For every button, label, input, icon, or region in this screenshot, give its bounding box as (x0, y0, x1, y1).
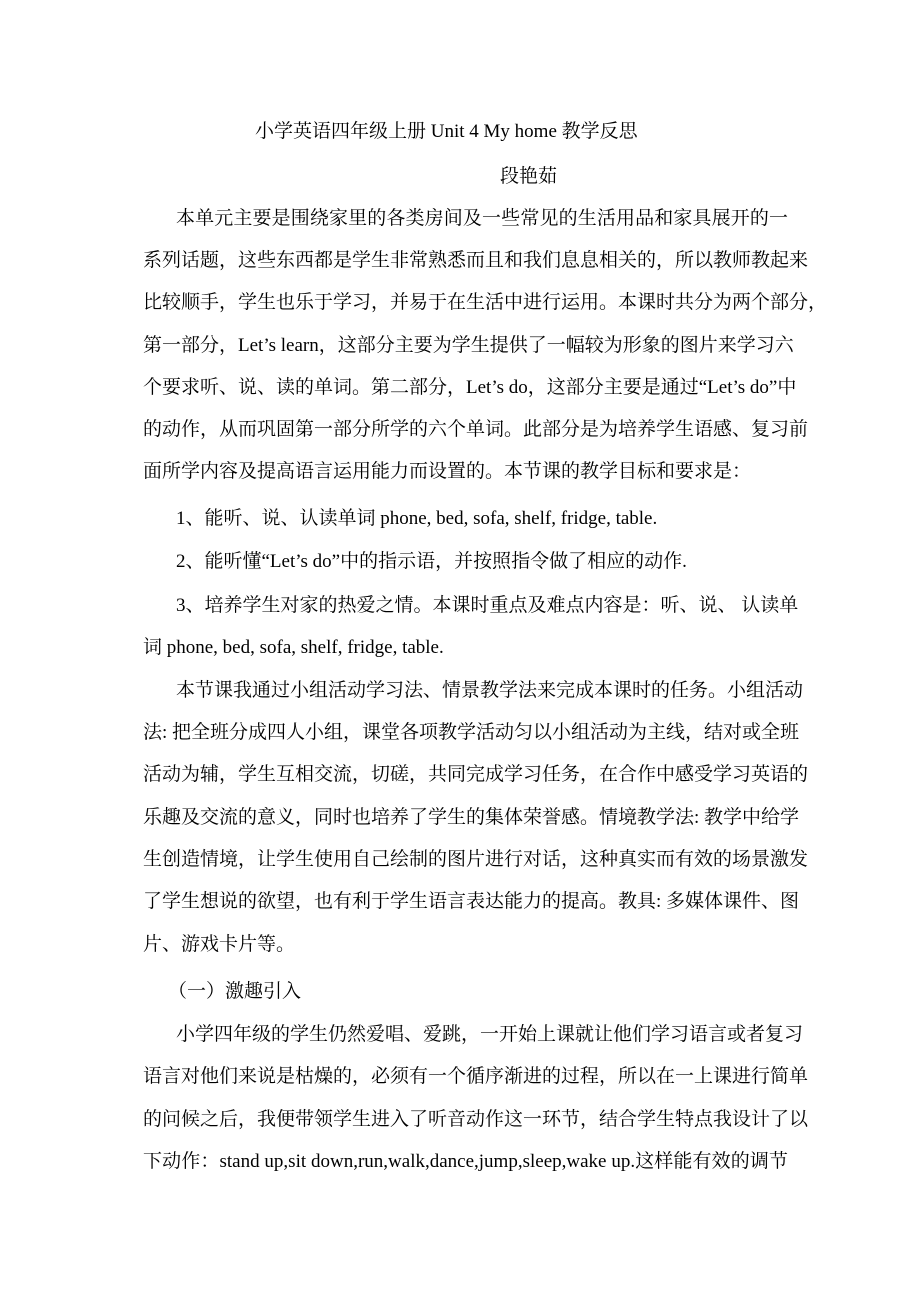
goal-item: 词 phone, bed, sofa, shelf, fridge, table. (143, 637, 444, 658)
paragraph-line: 第一部分，Let’s learn，这部分主要为学生提供了一幅较为形象的图片来学习六 (143, 335, 794, 356)
document-title: 小学英语四年级上册 Unit 4 My home 教学反思 (255, 121, 638, 142)
goal-item: 1、能听、说、认读单词 phone, bed, sofa, shelf, fridge, table. (176, 508, 658, 529)
section-heading: （一）激趣引入 (168, 981, 302, 1002)
paragraph-line: 下动作：stand up,sit down,run,walk,dance,jump,sleep,wake up.这样能有效的调节 (143, 1151, 788, 1172)
paragraph-line: 面所学内容及提高语言运用能力而设置的。本节课的教学目标和要求是： (143, 461, 752, 482)
paragraph-line: 本单元主要是围绕家里的各类房间及一些常见的生活用品和家具展开的一 (176, 208, 788, 229)
paragraph-line: 语言对他们来说是枯燥的，必须有一个循序渐进的过程，所以在一上课进行简单 (143, 1066, 809, 1087)
paragraph-line: 活动为辅，学生互相交流，切磋，共同完成学习任务，在合作中感受学习英语的 (143, 764, 809, 785)
paragraph-line: 小学四年级的学生仍然爱唱、爱跳，一开始上课就让他们学习语言或者复习 (176, 1024, 804, 1045)
goal-item: 2、能听懂“Let’s do”中的指示语，并按照指令做了相应的动作. (176, 551, 687, 572)
paragraph-line: 乐趣及交流的意义，同时也培养了学生的集体荣誉感。情境教学法: 教学中给学 (143, 807, 800, 828)
paragraph-line: 片、游戏卡片等。 (143, 934, 296, 955)
paragraph-line: 比较顺手，学生也乐于学习，并易于在生活中进行运用。本课时共分为两个部分， (143, 292, 828, 313)
paragraph-line: 了学生想说的欲望，也有利于学生语言表达能力的提高。教具: 多媒体课件、图 (143, 891, 800, 912)
paragraph-line: 个要求听、说、读的单词。第二部分，Let’s do，这部分主要是通过“Let’s do”中 (143, 377, 797, 398)
paragraph-line: 的动作，从而巩固第一部分所学的六个单词。此部分是为培养学生语感、复习前 (143, 419, 809, 440)
goal-item: 3、培养学生对家的热爱之情。本课时重点及难点内容是：听、说、 认读单 (176, 595, 799, 616)
paragraph-line: 系列话题，这些东西都是学生非常熟悉而且和我们息息相关的，所以教师教起来 (143, 250, 809, 271)
paragraph-line: 本节课我通过小组活动学习法、情景教学法来完成本课时的任务。小组活动 (176, 680, 804, 701)
author-name: 段艳茹 (500, 166, 558, 187)
paragraph-line: 的问候之后，我便带领学生进入了听音动作这一环节，结合学生特点我设计了以 (143, 1109, 809, 1130)
paragraph-line: 法: 把全班分成四人小组，课堂各项教学活动匀以小组活动为主线，结对或全班 (143, 722, 800, 743)
paragraph-line: 生创造情境，让学生使用自己绘制的图片进行对话，这种真实而有效的场景激发 (143, 849, 809, 870)
